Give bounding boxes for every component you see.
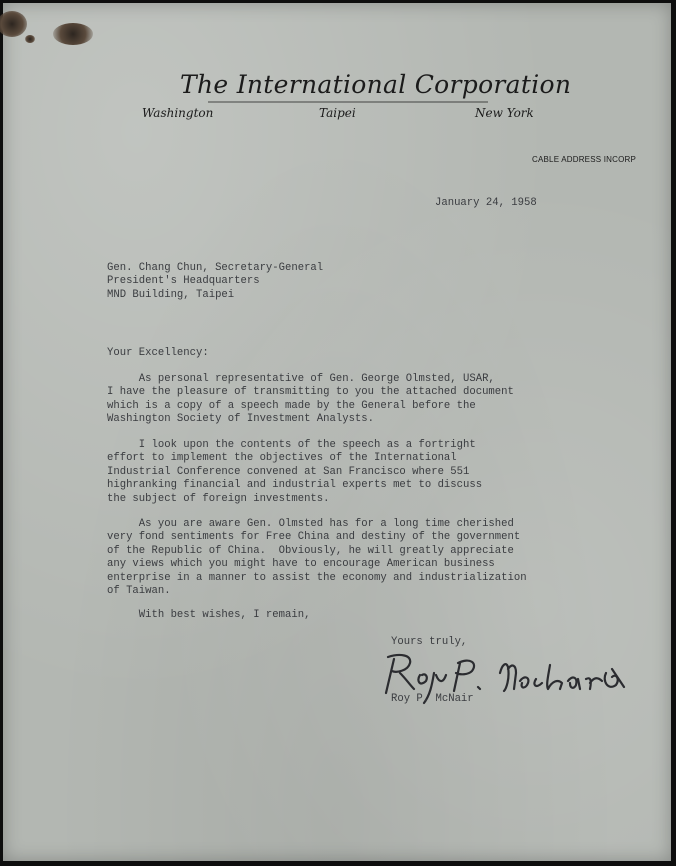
- salutation: Your Excellency:: [107, 347, 209, 359]
- body-line: As personal representative of Gen. George Olmsted, USAR,: [107, 373, 495, 385]
- company-name: The International Corporation: [180, 70, 572, 99]
- stain-mark: [25, 35, 35, 43]
- letter-page: [3, 3, 671, 861]
- signatory-name: Roy P. McNair: [391, 693, 474, 705]
- body-line: the subject of foreign investments.: [107, 492, 330, 505]
- body-paragraph-3: [107, 518, 527, 598]
- body-paragraph-2: [107, 439, 482, 506]
- body-line: of Taiwan.: [107, 585, 171, 598]
- body-paragraph-4: [107, 609, 310, 622]
- body-line: As you are aware Gen. Olmsted has for a long time cherished: [107, 518, 514, 530]
- body-line: enterprise in a manner to assist the economy and industrialization: [107, 571, 527, 584]
- city-taipei: Taipei: [319, 106, 356, 120]
- stain-mark: [0, 11, 27, 37]
- body-line: I have the pleasure of transmitting to you the attached document: [107, 386, 514, 399]
- body-line: I look upon the contents of the speech as a fortright: [107, 439, 476, 451]
- body-line: which is a copy of a speech made by the General before the: [107, 399, 476, 412]
- body-paragraph-1: [107, 373, 514, 427]
- body-line: Industrial Conference convened at San Francisco where 551: [107, 465, 470, 478]
- body-line: With best wishes, I remain,: [107, 609, 311, 621]
- city-washington: Washington: [142, 106, 214, 120]
- body-line: highranking financial and industrial experts met to discuss: [107, 479, 483, 492]
- letter-date: January 24, 1958: [435, 197, 537, 209]
- letterhead-rule: [168, 99, 508, 105]
- recipient-line: President's Headquarters: [107, 275, 260, 288]
- cable-address: CABLE ADDRESS INCORP: [532, 155, 637, 164]
- closing: Yours truly,: [391, 636, 468, 648]
- stain-mark: [53, 23, 93, 45]
- recipient-line: MND Building, Taipei: [107, 288, 235, 301]
- body-line: Washington Society of Investment Analysts.: [107, 413, 375, 426]
- body-line: effort to implement the objectives of the International: [107, 452, 457, 465]
- city-new-york: New York: [475, 106, 534, 120]
- recipient-line: Gen. Chang Chun, Secretary-General: [107, 262, 324, 274]
- body-line: of the Republic of China. Obviously, he will greatly appreciate: [107, 544, 514, 557]
- body-line: very fond sentiments for Free China and destiny of the government: [107, 531, 521, 544]
- body-line: any views which you might have to encourage American business: [107, 558, 495, 571]
- recipient-address: [107, 262, 323, 302]
